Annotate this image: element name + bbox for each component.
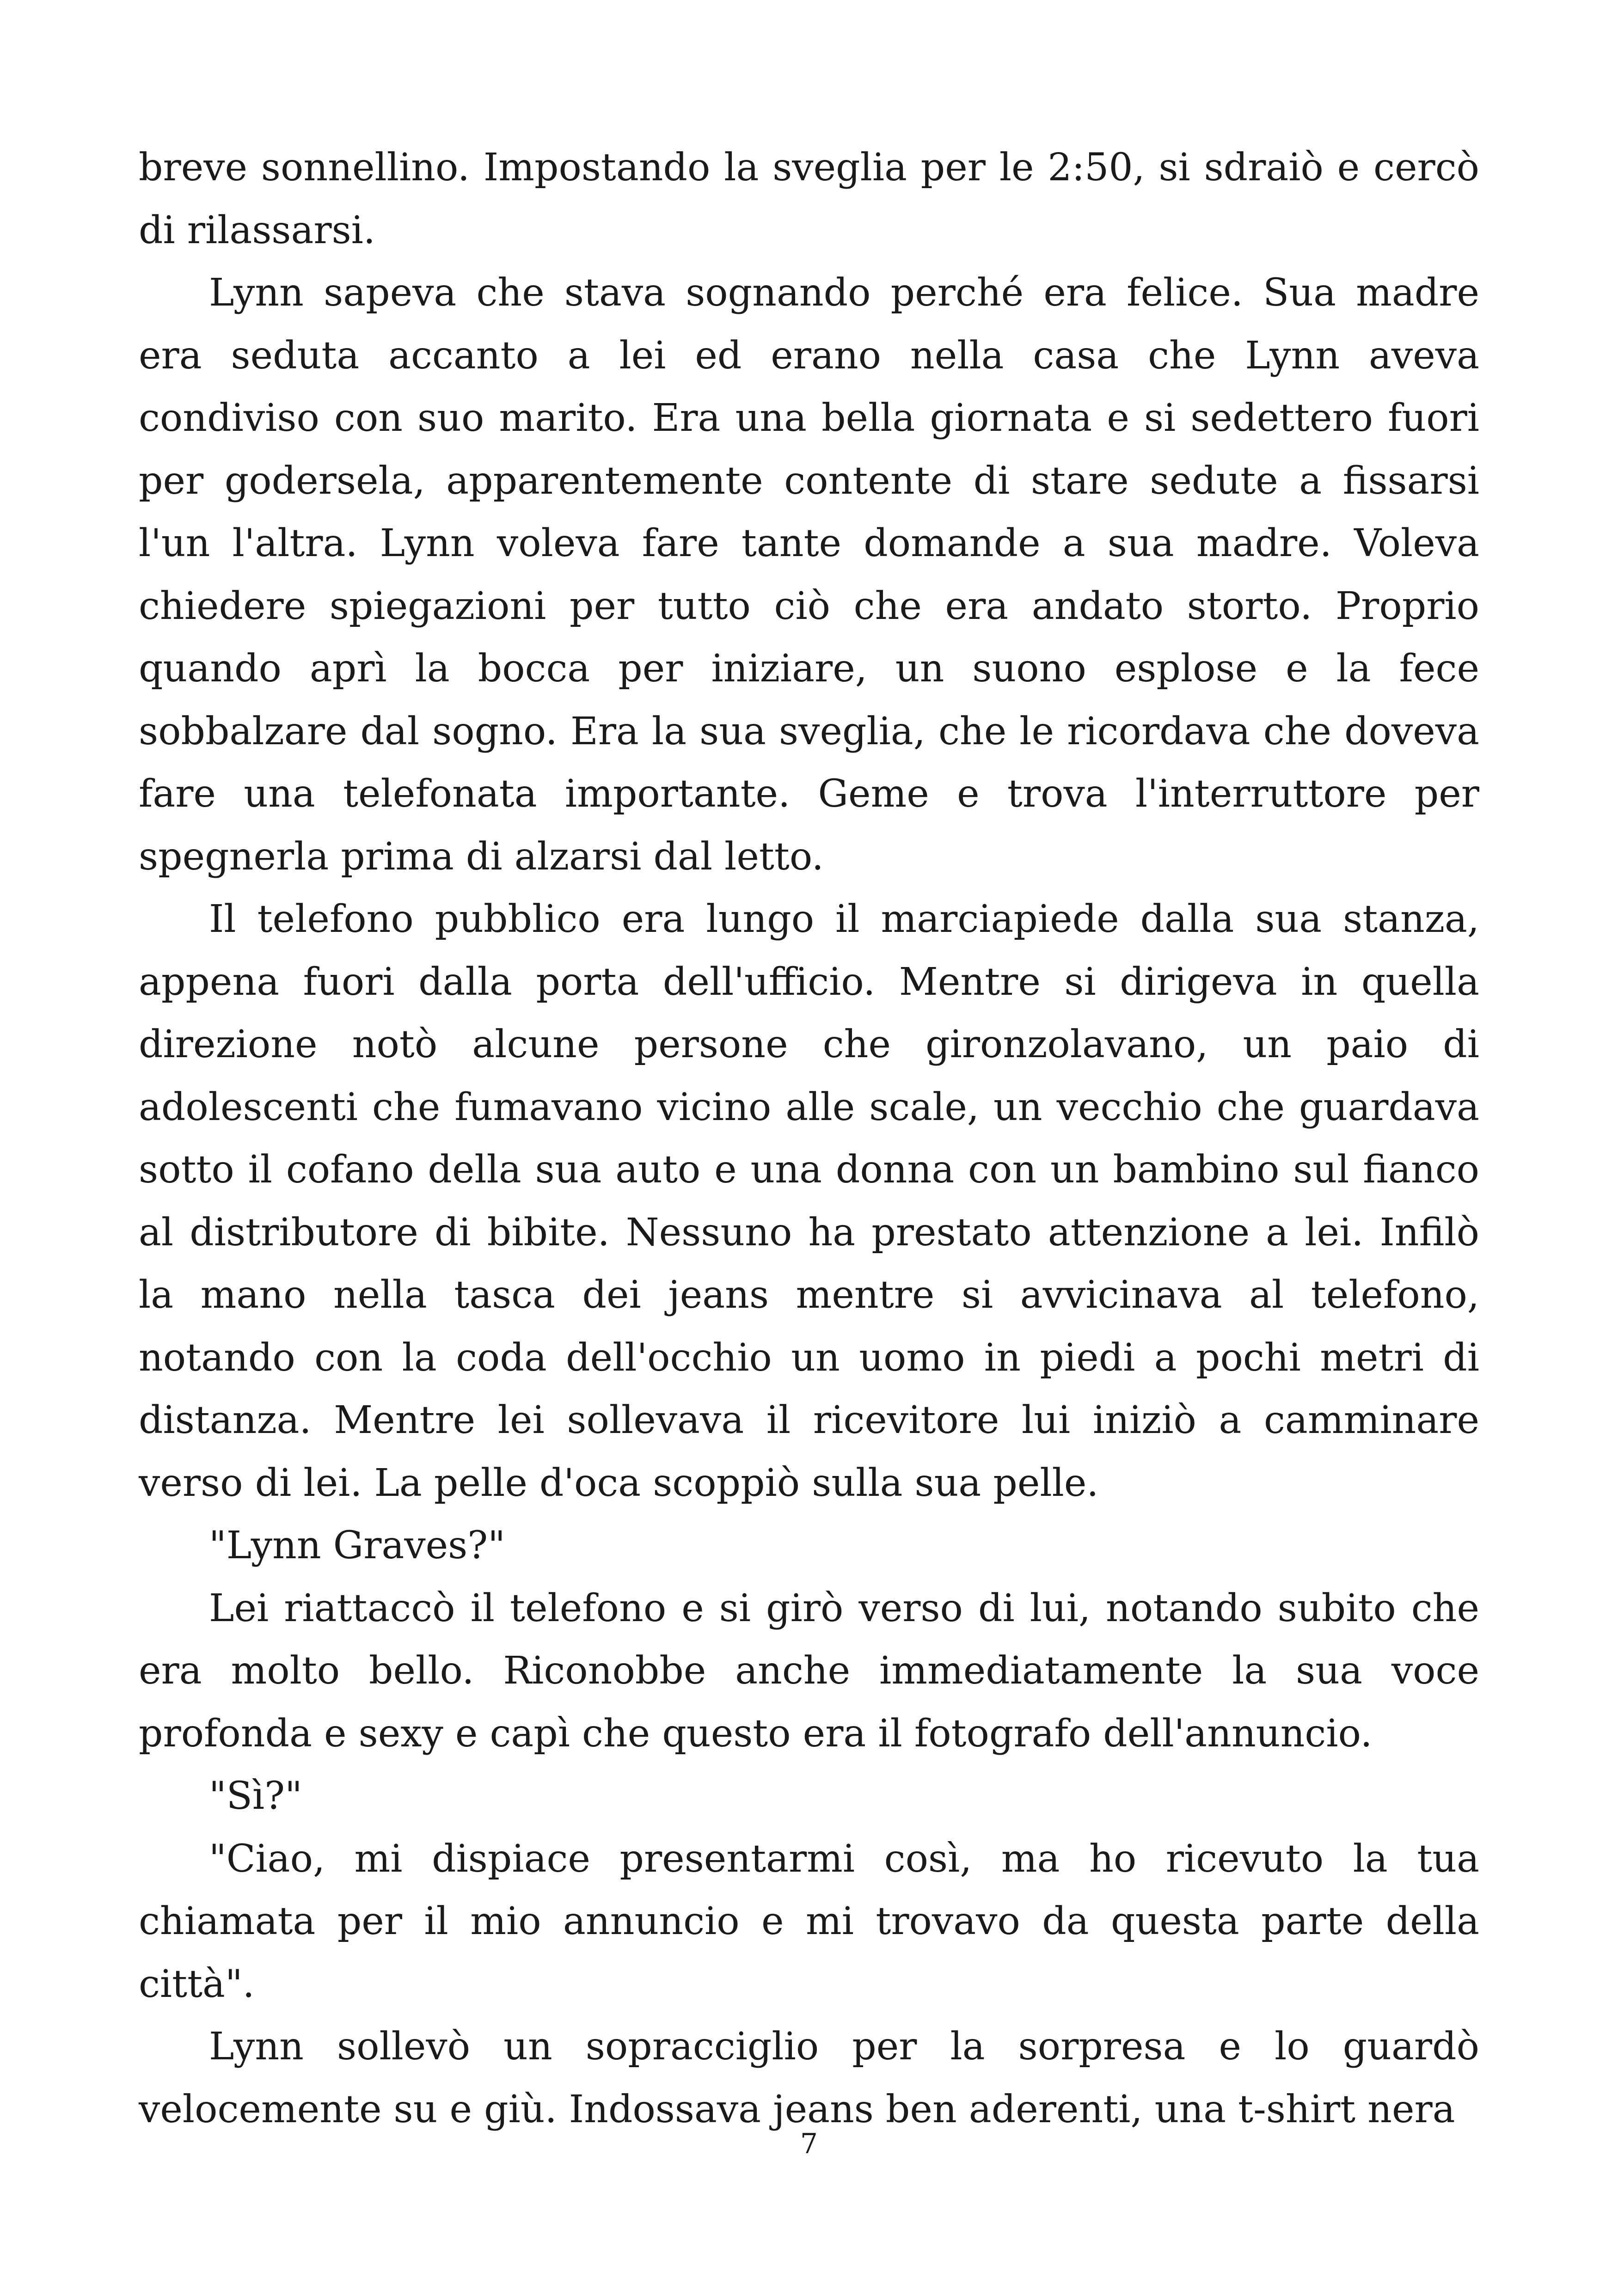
paragraph: "Ciao, mi dispiace presentarmi così, ma ho ricevuto la tua chiamata per il mio annuncio e mi trovavo da questa parte della città". <box>139 1837 1479 2006</box>
paragraph: Lynn sapeva che stava sognando perché era felice. Sua madre era seduta accanto a lei ed erano nella casa che Lynn aveva condiviso con suo marito. Era una bella giornata e si sedettero fuori per godersela, apparentemente contente di stare sedute a fissarsi l'un l'altra. Lynn voleva fare tante domande a sua madre. Voleva chiedere spiegazioni per tutto ciò che era andato storto. Proprio quando aprì la bocca per iniziare, un suono esplose e la fece sobbalzare dal sogno. Era la sua sveglia, che le ricordava che doveva fare una telefonata importante. Geme e trova l'interruttore per spegnerla prima di alzarsi dal letto. <box>139 271 1479 879</box>
page-number: 7 <box>800 2128 818 2160</box>
body-text <box>139 136 1479 2141</box>
paragraph: Il telefono pubblico era lungo il marciapiede dalla sua stanza, appena fuori dalla porta dell'ufficio. Mentre si dirigeva in quella direzione notò alcune persone che gironzolavano, un paio di adolescenti che fumavano vicino alle scale, un vecchio che guardava sotto il cofano della sua auto e una donna con un bambino sul fianco al distributore di bibite. Nessuno ha prestato attenzione a lei. Infilò la mano nella tasca dei jeans mentre si avvicinava al telefono, notando con la coda dell'occhio un uomo in piedi a pochi metri di distanza. Mentre lei sollevava il ricevitore lui iniziò a camminare verso di lei. La pelle d'oca scoppiò sulla sua pelle. <box>139 897 1479 1505</box>
paragraph: Lei riattaccò il telefono e si girò verso di lui, notando subito che era molto bello. Riconobbe anche immediatamente la sua voce profonda e sexy e capì che questo era il fotografo dell'annuncio. <box>139 1586 1479 1756</box>
paragraph: "Lynn Graves?" <box>209 1524 505 1567</box>
paragraph: Lynn sollevò un sopracciglio per la sorpresa e lo guardò velocemente su e giù. Indossava jeans ben aderenti, una t-shirt nera <box>139 2025 1479 2131</box>
paragraph: "Sì?" <box>209 1774 302 1818</box>
paragraph: breve sonnellino. Impostando la sveglia per le 2:50, si sdraiò e cercò di rilassarsi. <box>139 146 1479 252</box>
